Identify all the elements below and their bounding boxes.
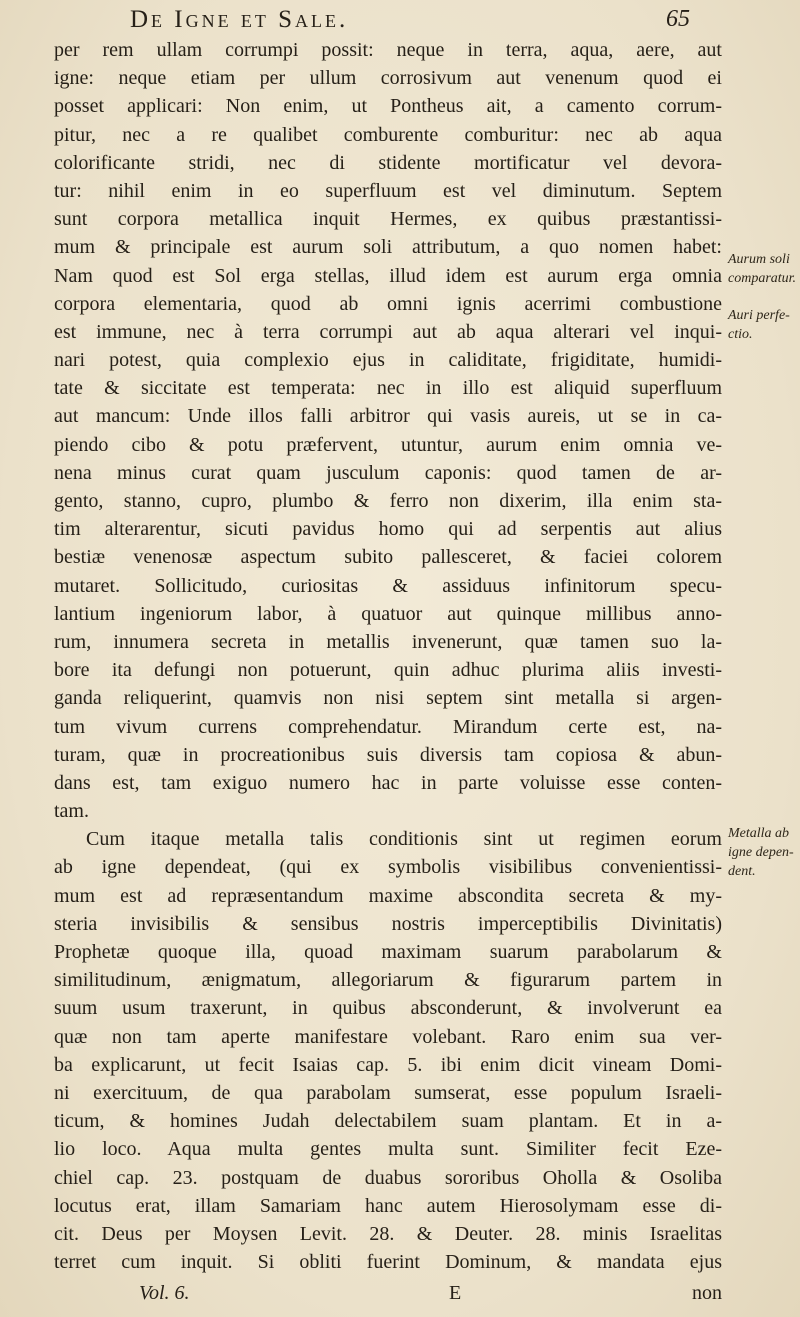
- text-line: pitur, nec a re qualibet comburente comburitur: nec ab aqua: [54, 123, 722, 146]
- margin-note-line: ctio.: [728, 327, 753, 342]
- margin-note-auri-perfectio: [728, 306, 798, 344]
- text-line: mum & principale est aurum soli attributum, a quo nomen habet:: [54, 236, 722, 259]
- margin-note-line: dent.: [728, 864, 756, 879]
- text-line: aut mancum: Unde illos falli arbitror qui vasis aureis, ut se in ca-: [54, 405, 722, 428]
- text-line: tur: nihil enim in eo superfluum est vel diminutum. Septem: [54, 179, 722, 202]
- text-line: per rem ullam corrumpi possit: neque in terra, aqua, aere, aut: [54, 39, 722, 61]
- text-line: tate & siccitate est temperata: nec in illo est aliquid superfluum: [54, 377, 722, 400]
- margin-note-aurum: [728, 250, 798, 288]
- margin-note-line: Metalla ab: [728, 826, 790, 841]
- text-line: steria invisibilis & sensibus nostris imperceptibilis Divinitatis): [54, 912, 722, 935]
- margin-note-line: Aurum soli: [728, 252, 790, 267]
- text-line: ganda reliquerint, quamvis non nisi septem sint metalla si argen-: [54, 687, 722, 710]
- text-line: Cum itaque metalla talis conditionis sint ut regimen eorum: [86, 828, 722, 851]
- text-line: bore ita defungi non potuerunt, quin adhuc plurima aliis investi-: [54, 659, 722, 682]
- text-line: turam, quæ in procreationibus suis diversis tam copiosa & abun-: [54, 743, 722, 766]
- text-line: similitudinum, ænigmatum, allegoriarum & figurarum partem in: [54, 969, 722, 992]
- text-line: rum, innumera secreta in metallis invenerunt, quæ tamen suo la-: [54, 630, 722, 653]
- text-line: locutus erat, illam Samariam hanc autem Hierosolymam esse di-: [54, 1194, 722, 1217]
- main-text-block: [54, 36, 722, 1276]
- volume-mark: Vol. 6.: [139, 1282, 190, 1304]
- text-line: est immune, nec à terra corrumpi aut ab aqua alterari vel inqui-: [54, 320, 722, 343]
- catchword: non: [692, 1282, 722, 1304]
- text-line: corpora elementaria, quod ab omni ignis acerrimi combustione: [54, 292, 722, 315]
- text-line: piendo cibo & potu præfervent, utuntur, aurum enim omnia ve-: [54, 433, 722, 456]
- text-line: colorificante stridi, nec di stidente mortificatur vel devora-: [54, 151, 722, 174]
- text-line: ni exercituum, de qua parabolam sumserat, esse populum Israeli-: [54, 1081, 722, 1104]
- text-line: mum est ad repræsentandum maxime abscondita secreta & my-: [54, 884, 722, 907]
- text-line: lantium ingeniorum labor, à quatuor aut quinque millibus anno-: [54, 602, 722, 625]
- margin-note-metalla: [728, 824, 798, 881]
- text-line: tam.: [54, 800, 89, 823]
- text-line: cit. Deus per Moysen Levit. 28. & Deuter. 28. minis Israelitas: [54, 1222, 722, 1245]
- text-line: ba explicarunt, ut fecit Isaias cap. 5. ibi enim dicit vineam Domi-: [54, 1053, 722, 1076]
- text-line: Prophetæ quoque illa, quoad maximam suarum parabolarum &: [54, 941, 722, 963]
- text-line: sunt corpora metallica inquit Hermes, ex quibus præstantissi-: [54, 208, 722, 231]
- text-line: gento, stanno, cupro, plumbo & ferro non dixerim, illa enim sta-: [54, 490, 722, 512]
- text-line: igne: neque etiam per ullum corrosivum aut venenum quod ei: [54, 67, 722, 90]
- text-line: mutaret. Sollicitudo, curiositas & assiduus infinitorum specu-: [54, 574, 722, 597]
- signature-mark: E: [449, 1282, 462, 1304]
- text-line: Nam quod est Sol erga stellas, illud idem est aurum erga omnia: [54, 264, 722, 287]
- text-line: lio loco. Aqua multa gentes multa sunt. Similiter fecit Eze-: [54, 1138, 722, 1161]
- text-line: nari potest, quia complexio ejus in caliditate, frigiditate, humidi-: [54, 349, 722, 372]
- text-line: ticum, & homines Judah delectabilem suam plantam. Et in a-: [54, 1110, 722, 1133]
- text-line: terret cum inquit. Si obliti fuerint Dominum, & mandata ejus: [54, 1251, 722, 1274]
- text-line: nena minus curat quam jusculum caponis: quod tamen de ar-: [54, 461, 722, 484]
- running-header: [130, 6, 690, 34]
- page-footer: [54, 1282, 722, 1310]
- text-line: dans est, tam exiguo numero hac in parte voluisse esse conten-: [54, 771, 722, 794]
- text-line: quæ non tam aperte manifestare volebant. Raro enim sua ver-: [54, 1025, 722, 1048]
- text-line: suum usum traxerunt, in quibus absconderunt, & involverunt ea: [54, 997, 722, 1020]
- text-line: chiel cap. 23. postquam de duabus sororibus Oholla & Osoliba: [54, 1166, 722, 1189]
- running-title: De Igne et Sale.: [130, 6, 349, 33]
- text-line: tim alterarentur, sicuti pavidus homo qui ad serpentis aut alius: [54, 518, 722, 541]
- text-line: ab igne dependeat, (qui ex symbolis visibilibus convenientissi-: [54, 856, 722, 879]
- margin-note-line: comparatur.: [728, 271, 797, 286]
- text-line: posset applicari: Non enim, ut Pontheus ait, a camento corrum-: [54, 95, 722, 118]
- margin-note-line: igne depen-: [728, 845, 794, 860]
- margin-note-line: Auri perfe-: [728, 308, 790, 323]
- text-line: tum vivum currens comprehendatur. Mirandum certe est, na-: [54, 715, 722, 738]
- page-number: 65: [666, 6, 690, 32]
- text-line: bestiæ venenosæ aspectum subito pallesceret, & faciei colorem: [54, 546, 722, 569]
